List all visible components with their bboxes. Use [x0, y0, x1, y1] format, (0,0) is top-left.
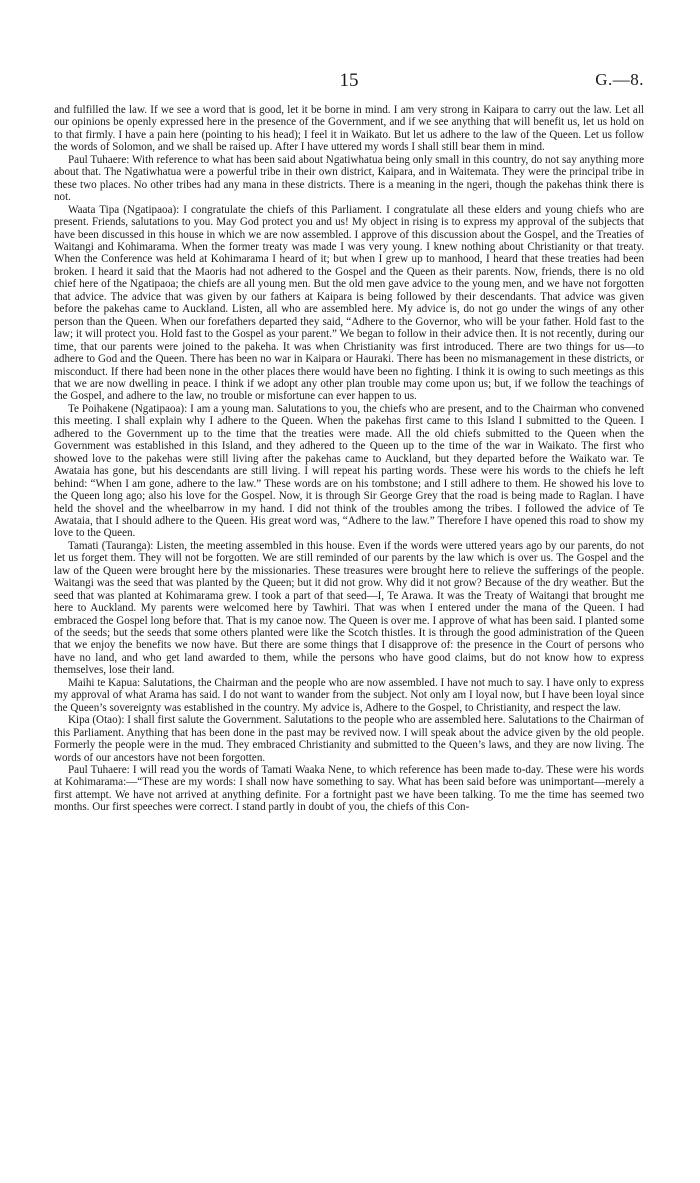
paragraph-text: and fulfilled the law. If we see a word that is good, let it be borne in mind. I am very strong in Kaipara to carry out the law. Let all our opinions be openly expressed here in the presence of the Government, and if we see anything that will benefit us, let us hold on to that firmly. I have a pain here (pointing to his head); I feel it in Waikato. But let us adhere to the law of the Queen. Let us follow the words of Solomon, and we shall be raised up. After I have uttered my words I shall still bear them in mind. — [54, 104, 644, 154]
speaker-name: Kipa (Otao): — [68, 714, 125, 727]
paragraph — [54, 403, 644, 540]
document-body — [54, 104, 644, 814]
document-reference: G.—8. — [595, 70, 644, 89]
paragraph — [54, 154, 644, 204]
paragraph — [54, 764, 644, 814]
paragraph — [54, 714, 644, 764]
paragraph-text: With reference to what has been said about Ngatiwhatua being only small in this country, do not say anything more about that. The Ngatiwhatua were a powerful tribe in their own district, Kaipara, and in Waitemata. They were the principal tribe in these two places. No other tribes had any mana in these districts. There is a meaning in the ngeri, though the pakehas think there is not. — [54, 153, 644, 204]
paragraph-text: Listen, the meeting assembled in this house. Even if the words were uttered years ago by our parents, do not let us forget them. They will not be forgotten. We are still reminded of our parents by the law which is over us. The Gospel and the law of the Queen were brought here by the missionaries. These treasures were brought here to relieve the sufferings of the people. Waitangi was the seed that was planted by the Queen; but it did not grow. Why did it not grow? Because of the dry weather. But the seed that was planted at Kohimarama grew. I took a part of that seed—I, Te Arawa. It was the Treaty of Waitangi that brought me here to Auckland. My parents were welcomed here by Tawhiri. That was when I entered under the mana of the Queen. I had embraced the Gospel long before that. That is my canoe now. The Queen is over me. I approve of what has been said. I planted some of the seeds; but the seeds that some others planted were like the Scotch thistles. It is through the good administration of the Queen that we enjoy the benefits we now have. But there are some things that I disapprove of: the presence in the Court of persons who have no land, and who get land awarded to them, while the persons who have good claims, but do not know how to express themselves, lose their land. — [54, 539, 644, 677]
speaker-name: Paul Tuhaere: — [68, 764, 130, 777]
paragraph — [54, 540, 644, 677]
speaker-name: Waata Tipa (Ngatipaoa): — [68, 203, 180, 216]
speaker-name: Maihi te Kapua: — [68, 676, 141, 689]
page-header — [54, 70, 644, 94]
page-number: 15 — [339, 70, 359, 91]
speaker-name: Te Poihakene (Ngatipaoa): — [68, 402, 188, 415]
paragraph-text: I will read you the words of Tamati Waaka Nene, to which reference has been made to-day. These were his words at Kohimarama:—“These are my words: I shall now have something to say. What has been said before was unimportant—merely a first attempt. We have not arrived at anything definite. For a fortnight past we have been talking. To me the time has seemed two months. Our first speeches were correct. I stand partly in doubt of you, the chiefs of this Con- — [54, 764, 645, 814]
paragraph-text: Salutations, the Chairman and the people who are now assembled. I have not much to say. I have only to express my approval of what Arama has said. I do not want to wander from the subject. Not only am I loyal now, but I have been loyal since the Queen’s sovereignty was established in the country. My advice is, Adhere to the Gospel, to Christianity, and respect the law. — [54, 676, 645, 714]
speaker-name: Tamati (Tauranga): — [68, 539, 154, 552]
paragraph — [54, 204, 644, 403]
speaker-name: Paul Tuhaere: — [68, 153, 130, 166]
paragraph-text: I congratulate the chiefs of this Parliament. I congratulate all these elders and young chiefs who are present. Friends, salutations to you. May God protect you and us! My object in rising is to express my approval of the subjects that have been discussed in this house in which we are now assembled. I approve of this discussion about the Gospel, and the Treaties of Waitangi and Kohimarama. When the former treaty was made I was very young. I knew nothing about Christianity or that treaty. When the Conference was held at Kohimarama I heard of it; but when I grew up to manhood, I heard that these treaties had been broken. I heard it said that the Maoris had not adhered to the Gospel and the Queen as their parents. Now, friends, there is no old chief here of the Ngatipaoa; the chiefs are all young men. But the old men gave advice to the young men, and we have not forgotten that advice. The advice that was given by our fathers at Kaipara is being followed by their descendants. That advice was given before the pakehas came to Auckland. Listen, all who are assembled here. My advice is, do not go under the wings of any other person than the Queen. When our forefathers departed they said, “Adhere to the Governor, who will be your father. Hold fast to the law; it will protect you. Hold fast to the Gospel as your parent.” We began to follow in their advice then. It is not recently, during our time, that our parents were joined to the pakeha. It was when Christianity was first introduced. There are two things for us—to adhere to God and the Queen. There has been no war in Kaipara or Hauraki. There has been no mismanagement in these districts, or misconduct. If there had been none in the other places there would have been no fighting. I think it is owing to such meetings as this that we are now dwelling in peace. I think if we adopt any other plan trouble may come upon us; but, if we follow the teachings of the Gospel, and adhere to the law, no trouble or misfortune can ever happen to us. — [54, 203, 645, 403]
paragraph-text: I am a young man. Salutations to you, the chiefs who are present, and to the Chairman who convened this meeting. I shall explain why I adhere to the Queen. When the pakehas first came to this Island I submitted to the Queen. I adhered to the Government up to the time that the treaties were made. All the old chiefs submitted to the Queen when the Government was established in this Island, and they adhered to the Queen up to the time of the war in Waikato. The first who showed love to the pakehas were still living after the pakehas came to Auckland, but they departed before the Waikato war. Te Awataia has gone, but his descendants are still living. I will repeat his parting words. These were his words to the chiefs he left behind: “When I am gone, adhere to the law.” These words are on his tombstone; and I still adhere to them. He showed his love to the Queen long ago; also his love for the Gospel. Now, it is through Sir George Grey that the road is being made to Raglan. I have held the shovel and the wheelbarrow in my hand. I did not think of the troubles among the tribes. I followed the advice of Te Awataia, that I should adhere to the Queen. His great word was, “Adhere to the law.” Therefore I have opened this road to show my love to the Queen. — [54, 402, 644, 540]
paragraph — [54, 104, 644, 154]
paragraph-text: I shall first salute the Government. Salutations to the people who are assembled here. Salutations to the Chairman of this Parliament. Anything that has been done in the past may be revived now. I will speak about the advice given by the old people. Formerly the people were in the mud. They embraced Christianity and submitted to the Queen’s laws, and they are now living. The words of our ancestors have not been forgotten. — [54, 714, 645, 764]
paragraph — [54, 677, 644, 714]
